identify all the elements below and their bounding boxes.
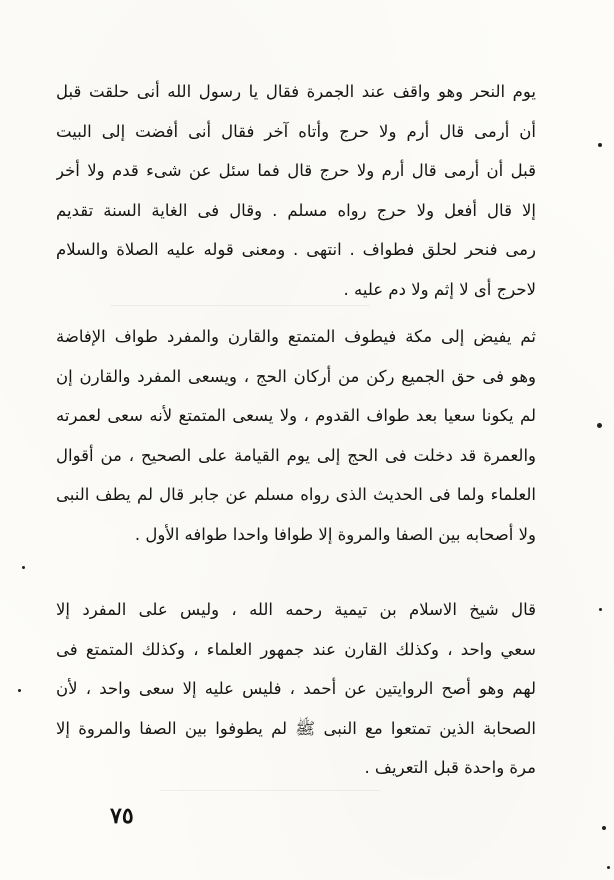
text-line: وهو فى حق الجميع ركن من أركان الحج ، ويسعى المفرد والقارن إن xyxy=(56,366,536,386)
text-line: ثم يفيض إلى مكة فيطوف المتمتع والقارن والمفرد طواف الإفاضة xyxy=(56,327,536,346)
scan-artifact xyxy=(110,305,370,306)
scan-speck xyxy=(598,143,602,147)
text-line: قال شيخ الاسلام بن تيمية رحمه الله ، وليس على المفرد إلا xyxy=(56,600,536,619)
scan-speck xyxy=(607,866,610,869)
text-line: العلماء ولما فى الحديث الذى رواه مسلم عن جابر قال لم يطف النبى xyxy=(56,485,536,504)
text-line: مرة واحدة قبل التعريف . xyxy=(364,758,536,777)
text-line: لم يكونا سعيا بعد طواف القدوم ، ولا يسعى المتمتع لأنه سعى لعمرته xyxy=(56,406,536,425)
paragraph-2 xyxy=(56,317,536,554)
scan-speck xyxy=(22,566,25,569)
text-line: أن أرمى قال أرم ولا حرج وأتاه آخر فقال أنى أفضت إلى البيت xyxy=(56,121,536,141)
text-line: قبل أن أرمى قال أرم ولا حرج قال فما سئل عن شىء قدم ولا أخر xyxy=(56,161,536,180)
text-line: الصحابة الذين تمتعوا مع النبى ﷺ لم يطوفوا بين الصفا والمروة إلا xyxy=(56,718,536,738)
scan-speck xyxy=(599,608,602,611)
text-line: ولا أصحابه بين الصفا والمروة إلا طوافا واحدا طوافه الأول . xyxy=(134,524,536,544)
text-line: سعي واحد ، وكذلك القارن عند جمهور العلماء ، وكذلك المتمتع فى xyxy=(56,639,536,659)
text-line: رمى فنحر لحلق فطواف . انتهى . ومعنى قوله عليه الصلاة والسلام xyxy=(56,240,536,259)
text-line: لهم وهو أصح الروايتين عن أحمد ، فليس عليه إلا سعى واحد ، لأن xyxy=(56,679,536,698)
paragraph-1 xyxy=(56,72,536,309)
scan-speck xyxy=(597,423,602,428)
paragraph-3 xyxy=(56,590,536,788)
scan-speck xyxy=(18,689,21,692)
text-line: لاحرج أى لا إثم ولا دم عليه . xyxy=(343,279,536,299)
scan-speck xyxy=(602,826,606,830)
text-line: يوم النحر وهو واقف عند الجمرة فقال يا رسول الله أنى حلقت قبل xyxy=(56,82,536,101)
text-line: والعمرة قد دخلت فى الحج إلى يوم القيامة على الصحيح ، من أقوال xyxy=(56,445,536,465)
scan-artifact xyxy=(160,790,380,791)
page-number: ٧٥ xyxy=(110,803,134,829)
text-line: إلا قال أفعل ولا حرج رواه مسلم . وقال فى الغاية السنة تقديم xyxy=(56,200,536,220)
